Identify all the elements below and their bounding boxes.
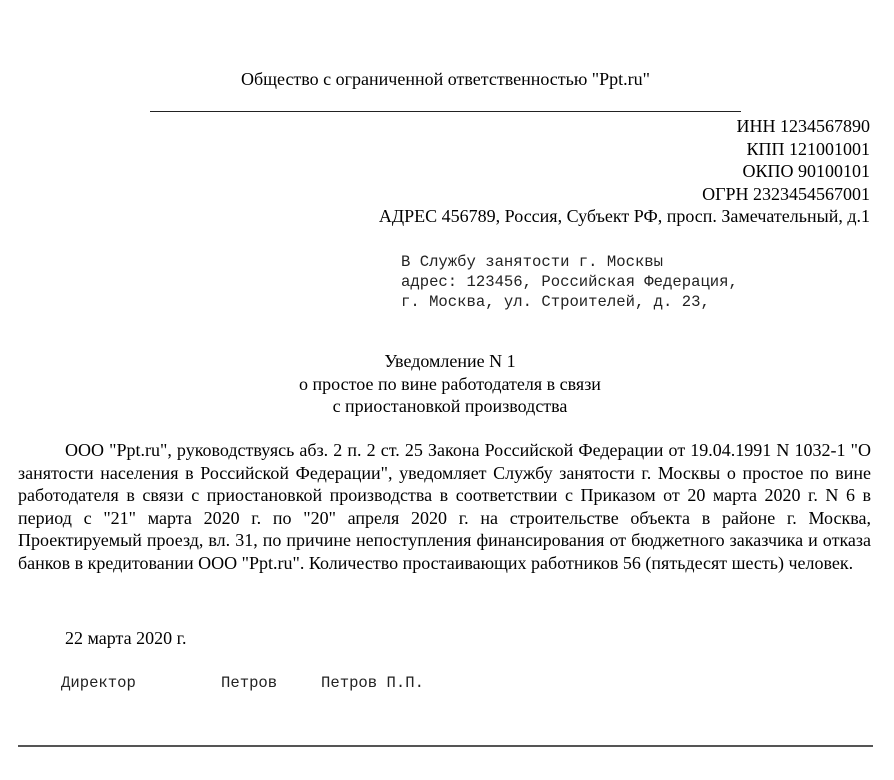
company-requisites bbox=[379, 115, 870, 228]
signature-block bbox=[61, 673, 424, 753]
inn: ИНН 1234567890 bbox=[736, 116, 870, 136]
recipient-address-line-1: адрес: 123456, Российская Федерация, bbox=[401, 273, 738, 291]
footer-divider bbox=[18, 745, 873, 747]
company-address: АДРЕС 456789, Россия, Субъект РФ, просп. Замечательный, д.1 bbox=[378, 206, 870, 227]
kpp: КПП 121001001 bbox=[746, 138, 870, 159]
ogrn: ОГРН 2323454567001 bbox=[702, 183, 870, 204]
notice-subtitle-line-2: с приостановкой производства bbox=[332, 396, 568, 417]
signature: Петров bbox=[221, 674, 278, 692]
signatory-position: Директор bbox=[61, 674, 136, 692]
signatory-name: Петров П.П. bbox=[321, 674, 424, 692]
recipient-name: В Службу занятости г. Москвы bbox=[401, 253, 664, 271]
document-date: 22 марта 2020 г. bbox=[65, 628, 187, 648]
header-divider bbox=[150, 111, 741, 112]
organization-name: Общество с ограниченной ответственностью "Ppt.ru" bbox=[240, 69, 651, 89]
recipient-block bbox=[401, 252, 738, 312]
notice-subtitle-line-1: о простое по вине работодателя в связи bbox=[299, 373, 601, 394]
notice-body-paragraph: ООО "Ppt.ru", руководствуясь абз. 2 п. 2 ст. 25 Закона Российской Федерации от 19.04.1991 N 1032-1 "О занятости населения в Российской Федерации", уведомляет Службу занятости г. Москвы о простое по вине работодателя в связи с приостановкой производства в соответствии с Приказом от 20 марта 2020 г. N 6 в период с "21" марта 2020 г. по "20" апреля 2020 г. на строительстве объекта в районе г. Москва, Проектируемый проезд, вл. 31, по причине непоступления финансирования от бюджетного заказчика и отказа банков в кредитовании ООО "Ppt.ru". Количество простаивающих работников 56 (пятьдесят шесть) человек. bbox=[18, 440, 871, 573]
notice-title: Уведомление N 1 bbox=[384, 351, 516, 371]
notice-heading bbox=[250, 350, 650, 418]
recipient-address-line-2: г. Москва, ул. Строителей, д. 23, bbox=[401, 293, 710, 311]
okpo: ОКПО 90100101 bbox=[742, 161, 870, 182]
